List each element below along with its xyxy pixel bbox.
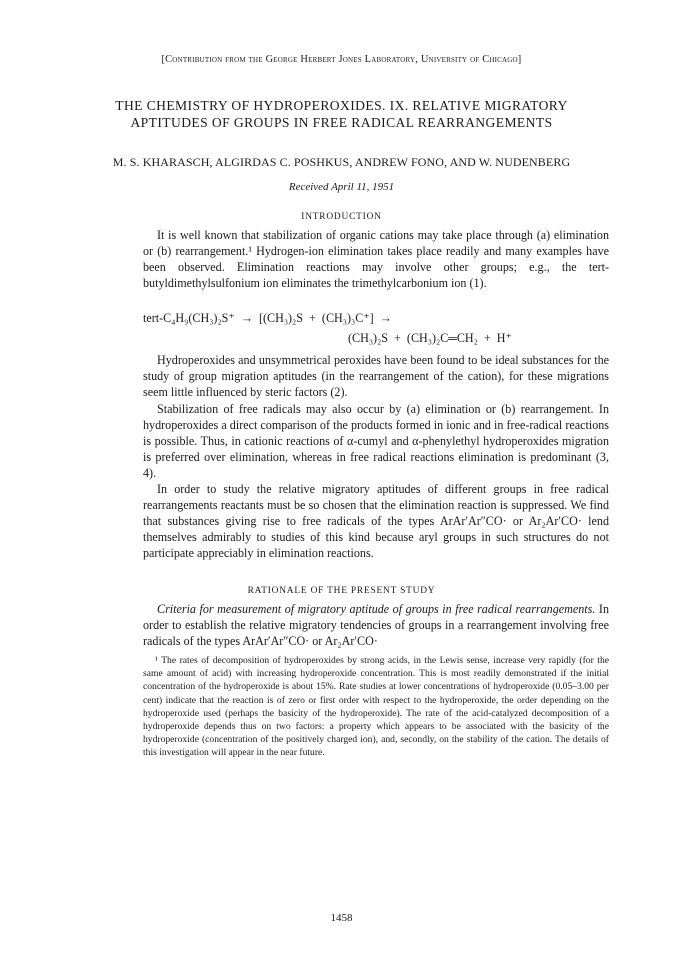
rationale-text: In order to establish the relative migratory tendencies of groups in a rearrangement involving free radicals of the types ArAr′Ar″CO· or Ar₂Ar′CO· (143, 602, 609, 648)
intro-paragraph-2: Hydroperoxides and unsymmetrical peroxides have been found to be ideal substances for the study of group migration aptitudes (in the rearrangement of the cation), for these migrations seem little influenced by steric factors (2). (143, 353, 609, 399)
page-number: 1458 (330, 912, 353, 924)
intro-paragraph-3: Stabilization of free radicals may also occur by (a) elimination or (b) rearrangement. In hydroperoxides a direct comparison of the products formed in ionic and in free-radical reactions is possible. Thus, in cationic reactions of α-cumyl and α-phenylethyl hydroperoxides migration is preferred over elimination, whereas in free radical reactions elimination is predominant (3, 4). (143, 402, 609, 480)
introduction-heading: INTRODUCTION (301, 212, 382, 222)
rationale-heading: RATIONALE OF THE PRESENT STUDY (247, 586, 436, 596)
equation-line-2: (CH₃)₂S + (CH₃)₂C═CH₂ + H⁺ (348, 331, 512, 345)
received-date: Received April 11, 1951 (288, 181, 395, 193)
footnote-1: ¹ The rates of decomposition of hydroperoxides by strong acids, in the Lewis sense, increase very rapidly (for the same amount of acid) with increasing hydroperoxide concentration. This is most readily demonstrated if the initial concentration of the hydroperoxide is about 15%. Rate studies at lower concentrations of hydroperoxide (0.05–3.00 per cent) indicate that the reaction is of zero or first order with respect to the hydroperoxide, the order depending on the hydroperoxide used (perhaps the basicity of the hydroperoxide). The rate of the acid-catalyzed decomposition of a hydroperoxide depends thus on two factors: a property which appears to be associated with the basicity of the hydroperoxide (concentration of the positively charged ion), and, secondly, on the stability of the cation. The details of this investigation will appear in the near future. (143, 655, 609, 759)
article-title: THE CHEMISTRY OF HYDROPEROXIDES. IX. RELATIVE MIGRATORY APTITUDES OF GROUPS IN FREE RADICAL REARRANGEMENTS (115, 98, 568, 130)
equation-line-1: tert-C₄H₉(CH₃)₂S⁺ → [(CH₃)₂S + (CH₃)₃C⁺] → (143, 311, 392, 325)
intro-paragraph-1: It is well known that stabilization of organic cations may take place through (a) elimination or (b) rearrangement.¹ Hydrogen-ion elimination takes place readily and many examples have been observed. Elimination reactions may involve other groups; e.g., the tert-butyldimethylsulfonium ion eliminates the trimethylcarbonium ion (1). (143, 228, 609, 290)
rationale-paragraph-1 (143, 602, 609, 650)
intro-paragraph-4: In order to study the relative migratory aptitudes of different groups in free radical rearrangements reactants must be so chosen that the elimination reaction is suppressed. We find that substances giving rise to free radicals of the types ArAr′Ar″CO· or Ar₂Ar′CO· lend themselves admirably to studies of this kind because aryl groups in such structures do not participate appreciably in elimination reactions. (143, 482, 609, 560)
author-list: M. S. KHARASCH, ALGIRDAS C. POSHKUS, ANDREW FONO, AND W. NUDENBERG (112, 155, 571, 169)
contribution-line: [Contribution from the George Herbert Jones Laboratory, University of Chicago] (161, 54, 522, 65)
rationale-italic-lead: Criteria for measurement of migratory aptitude of groups in free radical rearrangements. (157, 602, 596, 616)
